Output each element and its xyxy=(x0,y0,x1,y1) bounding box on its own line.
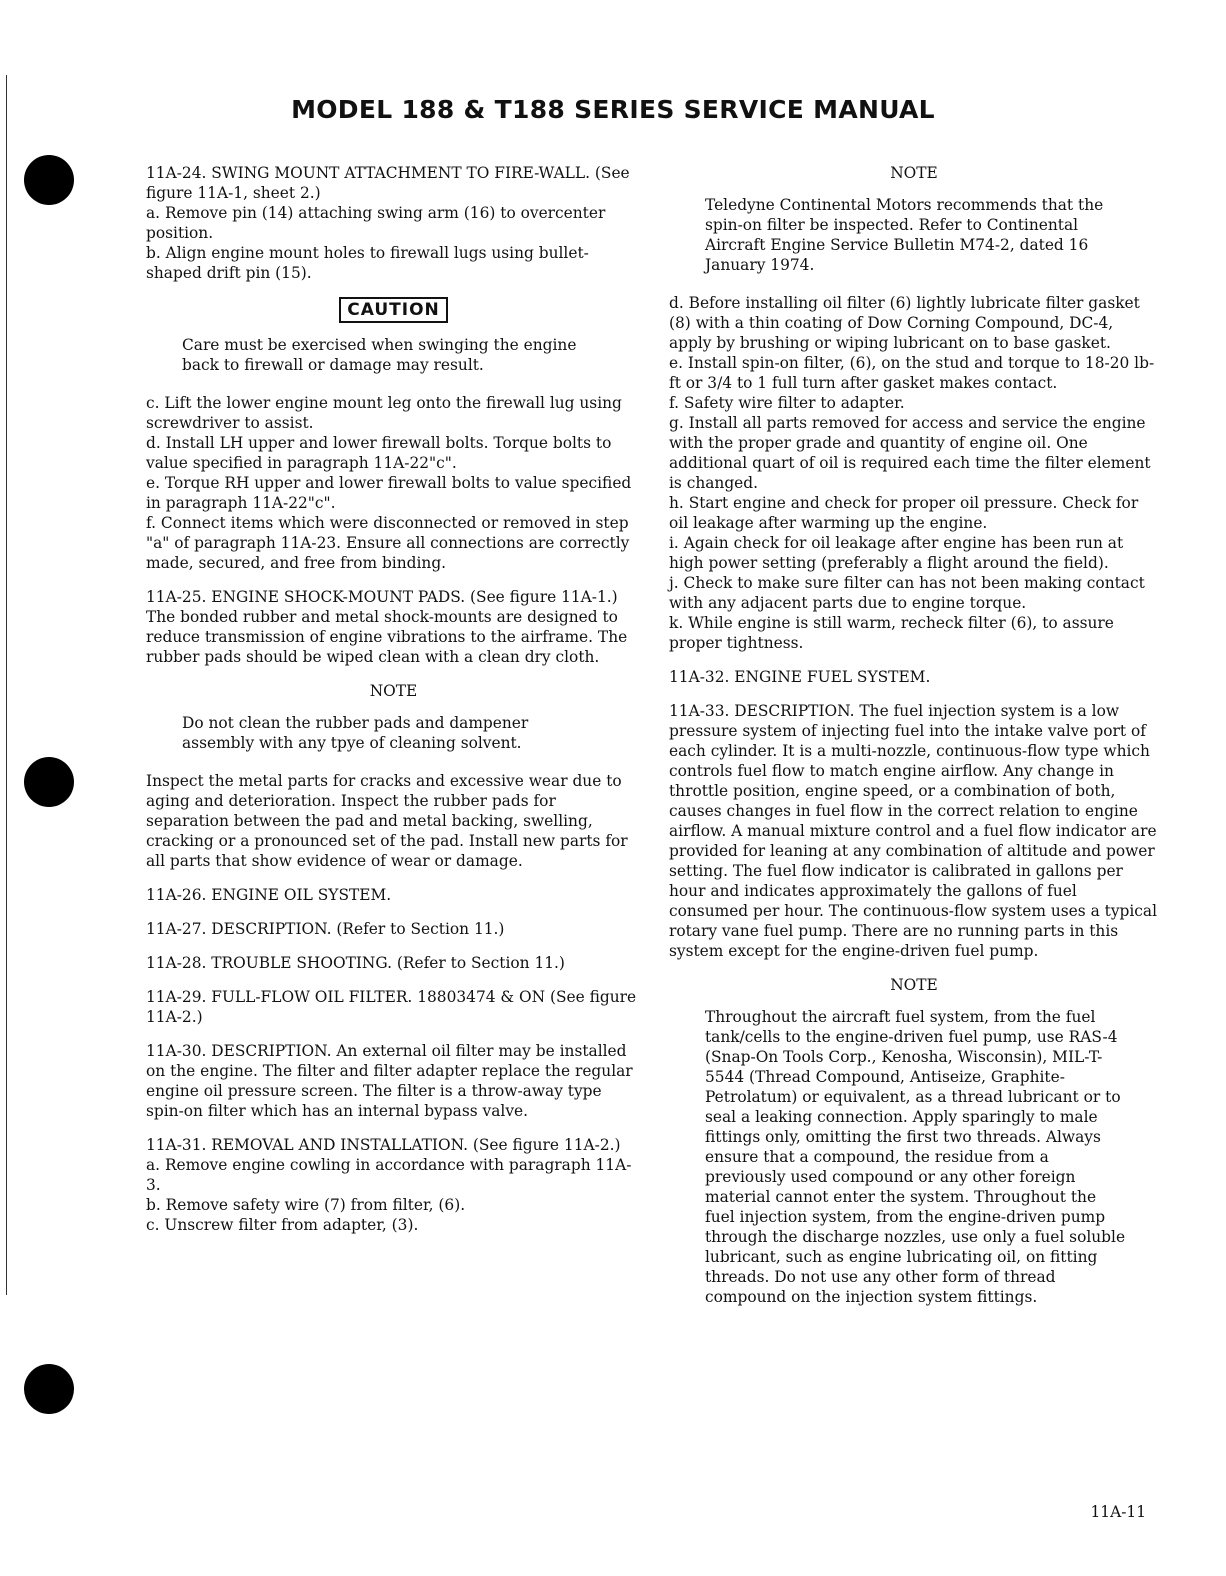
note-text: Teledyne Continental Motors recommends that the spin-on filter be inspected. Refer to Continental Aircraft Engine Service Bulletin M74-2, dated 16 January 1974. xyxy=(705,196,1104,274)
page-edge-line xyxy=(6,75,7,1295)
section-11a-31-cont xyxy=(669,293,1159,653)
section-11a-32: 11A-32. ENGINE FUEL SYSTEM. xyxy=(669,668,931,686)
section-11a-31 xyxy=(146,1135,641,1235)
section-11a-29: 11A-29. FULL-FLOW OIL FILTER. 18803474 & ON (See figure 11A-2.) xyxy=(146,988,637,1026)
binder-hole-bottom xyxy=(24,1364,74,1414)
step-b: b. Remove safety wire (7) from filter, (6). xyxy=(146,1196,466,1214)
step-c: c. Unscrew filter from adapter, (3). xyxy=(146,1216,419,1234)
step-g: g. Install all parts removed for access and service the engine with the proper grade and quantity of engine oil. One additional quart of oil is required each time the filter element is changed. xyxy=(669,414,1151,492)
right-column xyxy=(669,163,1159,1325)
left-column xyxy=(146,163,641,1249)
section-heading: 11A-24. SWING MOUNT ATTACHMENT TO FIRE-WALL. (See figure 11A-1, sheet 2.) xyxy=(146,164,630,202)
step-d: d. Before installing oil filter (6) lightly lubricate filter gasket (8) with a thin coating of Dow Corning Compound, DC-4, apply by brushing or wiping lubricant on to base gasket. xyxy=(669,294,1140,352)
caution-text: Care must be exercised when swinging the engine back to firewall or damage may result. xyxy=(182,336,577,374)
step-h: h. Start engine and check for proper oil pressure. Check for oil leakage after warming up the engine. xyxy=(669,494,1139,532)
binder-hole-top xyxy=(24,155,74,205)
section-11a-25-cont: Inspect the metal parts for cracks and excessive wear due to aging and deterioration. Inspect the rubber pads for separation between the pad and metal backing, swelling, cracking or a pronounced set of the pad. Install new parts for all parts that show evidence of wear or damage. xyxy=(146,772,628,870)
note-text: Do not clean the rubber pads and dampener assembly with any tpye of cleaning solvent. xyxy=(182,714,529,752)
note-text: Throughout the aircraft fuel system, from the fuel tank/cells to the engine-driven fuel pump, use RAS-4 (Snap-On Tools Corp., Kenosha, Wisconsin), MIL-T-5544 (Thread Compound, Antiseize, Graphite-Petrolatum) or equivalent, as a thread lubricant or to seal a leaking connection. Apply sparingly to male fittings only, omitting the first two threads. Always ensure that a compound, the residue from a previously used compound or any other foreign material cannot enter the system. Throughout the fuel injection system, from the engine-driven pump through the discharge nozzles, use only a fuel soluble lubricant, such as engine lubricating oil, on fitting threads. Do not use any other form of thread compound on the injection system fittings. xyxy=(705,1008,1126,1306)
note-title: NOTE xyxy=(890,976,938,994)
section-11a-33: 11A-33. DESCRIPTION. The fuel injection system is a low pressure system of injecting fuel into the intake valve port of each cylinder. It is a multi-nozzle, continuous-flow type which controls fuel flow to match engine airflow. Any change in throttle position, engine speed, or a combination of both, causes changes in fuel flow in the correct relation to engine airflow. A manual mixture control and a fuel flow indicator are provided for leaning at any combination of altitude and power setting. The fuel flow indicator is calibrated in gallons per hour and indicates approximately the gallons of fuel consumed per hour. The continuous-flow system uses a typical rotary vane fuel pump. There are no running parts in this system except for the engine-driven fuel pump. xyxy=(669,702,1158,960)
step-c: c. Lift the lower engine mount leg onto the firewall lug using screwdriver to assist. xyxy=(146,394,622,432)
step-f: f. Connect items which were disconnected or removed in step "a" of paragraph 11A-23. Ensure all connections are correctly made, secured, and free from binding. xyxy=(146,514,630,572)
step-a: a. Remove pin (14) attaching swing arm (16) to overcenter position. xyxy=(146,204,606,242)
section-11a-28: 11A-28. TROUBLE SHOOTING. (Refer to Section 11.) xyxy=(146,954,565,972)
binder-hole-middle xyxy=(24,757,74,807)
step-a: a. Remove engine cowling in accordance with paragraph 11A-3. xyxy=(146,1156,632,1194)
caution-box xyxy=(146,297,641,323)
step-e: e. Torque RH upper and lower firewall bolts to value specified in paragraph 11A-22"c". xyxy=(146,474,632,512)
step-f: f. Safety wire filter to adapter. xyxy=(669,394,905,412)
note-title: NOTE xyxy=(890,164,938,182)
step-e: e. Install spin-on filter, (6), on the stud and torque to 18-20 lb-ft or 3/4 to 1 full turn after gasket makes contact. xyxy=(669,354,1155,392)
page-header: MODEL 188 & T188 SERIES SERVICE MANUAL xyxy=(291,95,935,124)
caution-label: CAUTION xyxy=(339,297,448,323)
note-title: NOTE xyxy=(369,682,418,700)
section-heading: 11A-31. REMOVAL AND INSTALLATION. (See figure 11A-2.) xyxy=(146,1136,621,1154)
section-11a-26: 11A-26. ENGINE OIL SYSTEM. xyxy=(146,886,392,904)
section-11a-25: 11A-25. ENGINE SHOCK-MOUNT PADS. (See figure 11A-1.) The bonded rubber and metal shock-mounts are designed to reduce transmission of engine vibrations to the airframe. The rubber pads should be wiped clean with a clean dry cloth. xyxy=(146,588,628,666)
section-11a-30: 11A-30. DESCRIPTION. An external oil filter may be installed on the engine. The filter and filter adapter replace the regular engine oil pressure screen. The filter is a throw-away type spin-on filter which has an internal bypass valve. xyxy=(146,1042,633,1120)
section-11a-24-cont xyxy=(146,393,641,573)
section-11a-24 xyxy=(146,163,641,283)
step-k: k. While engine is still warm, recheck filter (6), to assure proper tightness. xyxy=(669,614,1114,652)
section-11a-27: 11A-27. DESCRIPTION. (Refer to Section 11.) xyxy=(146,920,505,938)
step-b: b. Align engine mount holes to firewall lugs using bullet-shaped drift pin (15). xyxy=(146,244,589,282)
step-d: d. Install LH upper and lower firewall bolts. Torque bolts to value specified in paragraph 11A-22"c". xyxy=(146,434,612,472)
step-i: i. Again check for oil leakage after engine has been run at high power setting (preferably a flight around the field). xyxy=(669,534,1124,572)
page-number: 11A-11 xyxy=(1090,1503,1146,1521)
step-j: j. Check to make sure filter can has not been making contact with any adjacent parts due to engine torque. xyxy=(669,574,1145,612)
